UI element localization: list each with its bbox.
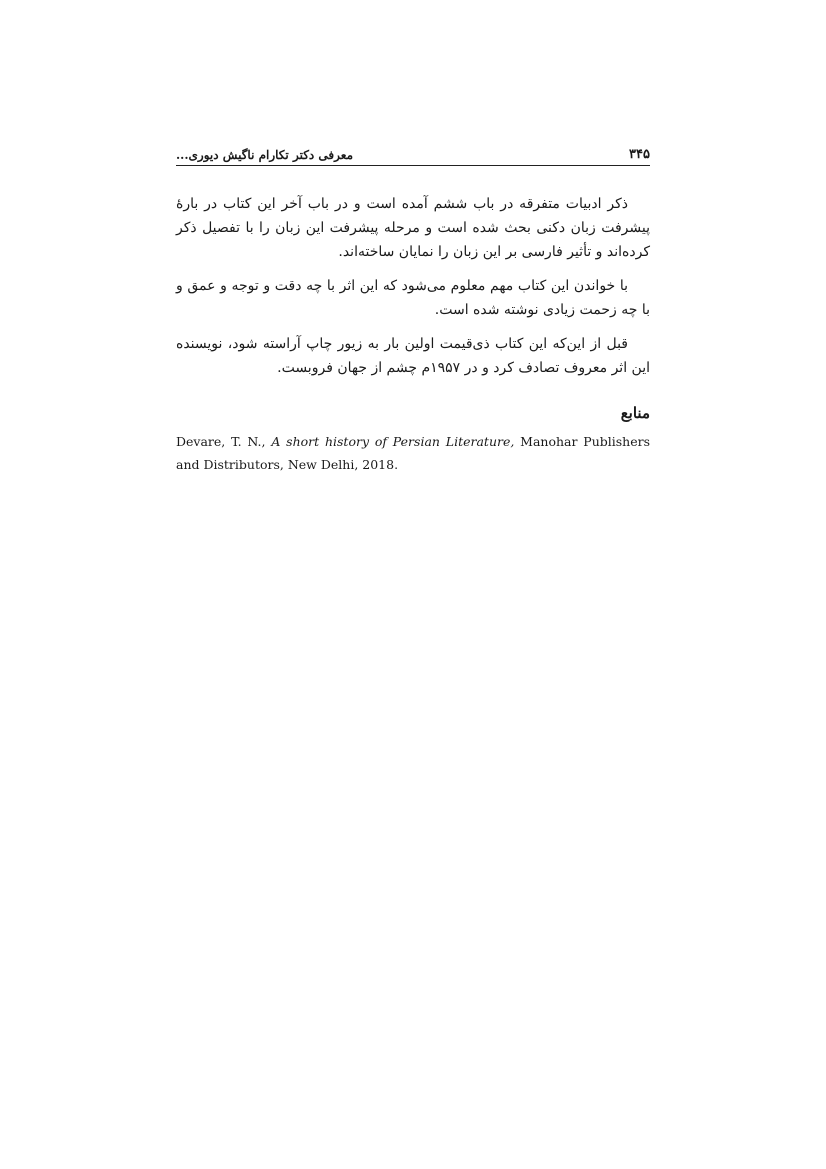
reference-title: A short history of Persian Literature, (271, 434, 515, 449)
running-title: معرفی دکتر تکارام ناگیش دیوری... (176, 148, 353, 162)
references-heading: منابع (620, 404, 650, 422)
document-page (176, 142, 650, 476)
reference-publisher: Manohar Publishers and Distributors, New Delhi, 2018. (176, 434, 651, 472)
body-text (176, 192, 650, 380)
running-header (176, 142, 650, 166)
page-number: ۳۴۵ (629, 147, 650, 162)
reference-author: Devare, T. N., (176, 434, 272, 449)
paragraph: قبل از این‌که این کتاب ذی‌قیمت اولین بار به زیور چاپ آراسته شود، نویسنده این اثر معروف تصادف کرد و در ۱۹۵۷م چشم از جهان فروبست. (176, 336, 650, 376)
paragraph: با خواندن این کتاب مهم معلوم می‌شود که این اثر با چه دقت و توجه و عمق و با چه زحمت زیادی نوشته شده است. (176, 278, 650, 318)
reference-entry (176, 430, 650, 476)
paragraph: ذکر ادبیات متفرقه در باب ششم آمده است و در باب آخر این کتاب در بارۀ پیشرفت زبان دکنی بحث شده است و مرحله پیشرفت این زبان را با تفصیل ذکر کرده‌اند و تأثیر فارسی بر این زبان را نمایان ساخته‌اند. (176, 196, 650, 260)
